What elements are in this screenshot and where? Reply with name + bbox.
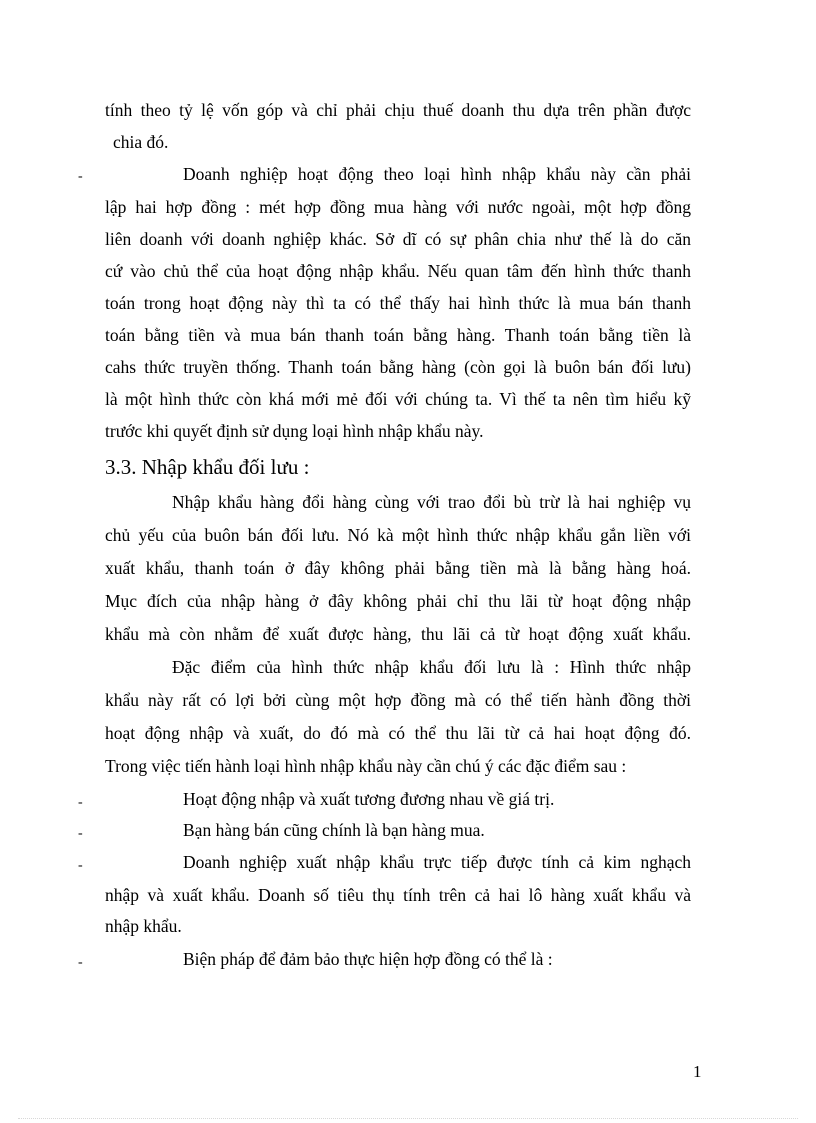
bullet-marker: - <box>78 858 83 873</box>
paragraph-line: khẩu này rất có lợi bởi cùng một hợp đồng mà có thể tiến hành đồng thời <box>105 690 691 710</box>
paragraph-line: Nhập khẩu hàng đổi hàng cùng với trao đổi bù trừ là hai nghiệp vụ <box>172 492 691 512</box>
bullet-marker: - <box>78 169 83 184</box>
bullet-marker: - <box>78 826 83 841</box>
list-item: Biện pháp để đảm bảo thực hiện hợp đồng có thể là : <box>183 949 553 969</box>
paragraph-line: chủ yếu của buôn bán đối lưu. Nó kà một hình thức nhập khẩu gắn liền với <box>105 525 691 545</box>
list-item: Bạn hàng bán cũng chính là bạn hàng mua. <box>183 820 485 840</box>
bullet-marker: - <box>78 955 83 970</box>
section-heading: 3.3. Nhập khẩu đối lưu : <box>105 455 310 479</box>
paragraph-line: tính theo tỷ lệ vốn góp và chỉ phải chịu thuế doanh thu dựa trên phần được <box>105 100 691 120</box>
paragraph-line: toán trong hoạt động này thì ta có thể thấy hai hình thức là mua bán thanh <box>105 293 691 313</box>
paragraph-line: Doanh nghiệp hoạt động theo loại hình nhập khẩu này cần phải <box>183 164 691 184</box>
paragraph-line: liên doanh với doanh nghiệp khác. Sở dĩ có sự phân chia như thế là do căn <box>105 229 691 249</box>
paragraph-line: nhập khẩu. <box>105 916 182 936</box>
paragraph-line: hoạt động nhập và xuất, do đó mà có thể thu lãi từ cả hai hoạt động đó. <box>105 723 691 743</box>
paragraph-line: cahs thức truyền thống. Thanh toán bằng hàng (còn gọi là buôn bán đối lưu) <box>105 357 691 377</box>
list-item: Hoạt động nhập và xuất tương đương nhau về giá trị. <box>183 789 555 809</box>
paragraph-line: Mục đích của nhập hàng ở đây không phải chỉ thu lãi từ hoạt động nhập <box>105 591 691 611</box>
paragraph-line: xuất khẩu, thanh toán ở đây không phải bằng tiền mà là bằng hàng hoá. <box>105 558 691 578</box>
paragraph-line: cứ vào chủ thể của hoạt động nhập khẩu. Nếu quan tâm đến hình thức thanh <box>105 261 691 281</box>
paragraph-line: Trong việc tiến hành loại hình nhập khẩu này cần chú ý các đặc điểm sau : <box>105 756 627 776</box>
paragraph-line: Đặc điểm của hình thức nhập khẩu đối lưu là : Hình thức nhập <box>172 657 691 677</box>
list-item: Doanh nghiệp xuất nhập khẩu trực tiếp được tính cả kim nghạch <box>183 852 691 872</box>
paragraph-line: nhập và xuất khẩu. Doanh số tiêu thụ tính trên cả hai lô hàng xuất khẩu và <box>105 885 691 905</box>
paragraph-line: lập hai hợp đồng : mét hợp đồng mua hàng với nước ngoài, một hợp đồng <box>105 197 691 217</box>
paragraph-line: chia đó. <box>113 132 169 152</box>
paragraph-line: khẩu mà còn nhằm để xuất được hàng, thu lãi cả từ hoạt động xuất khẩu. <box>105 624 691 644</box>
page-bottom-rule <box>18 1118 798 1119</box>
bullet-marker: - <box>78 795 83 810</box>
paragraph-line: là một hình thức còn khá mới mẻ đối với chúng ta. Vì thế ta nên tìm hiểu kỹ <box>105 389 691 409</box>
page-number: 1 <box>693 1062 702 1081</box>
paragraph-line: toán bằng tiền và mua bán thanh toán bằng hàng. Thanh toán bằng tiền là <box>105 325 691 345</box>
paragraph-line: trước khi quyết định sử dụng loại hình nhập khẩu này. <box>105 421 484 441</box>
